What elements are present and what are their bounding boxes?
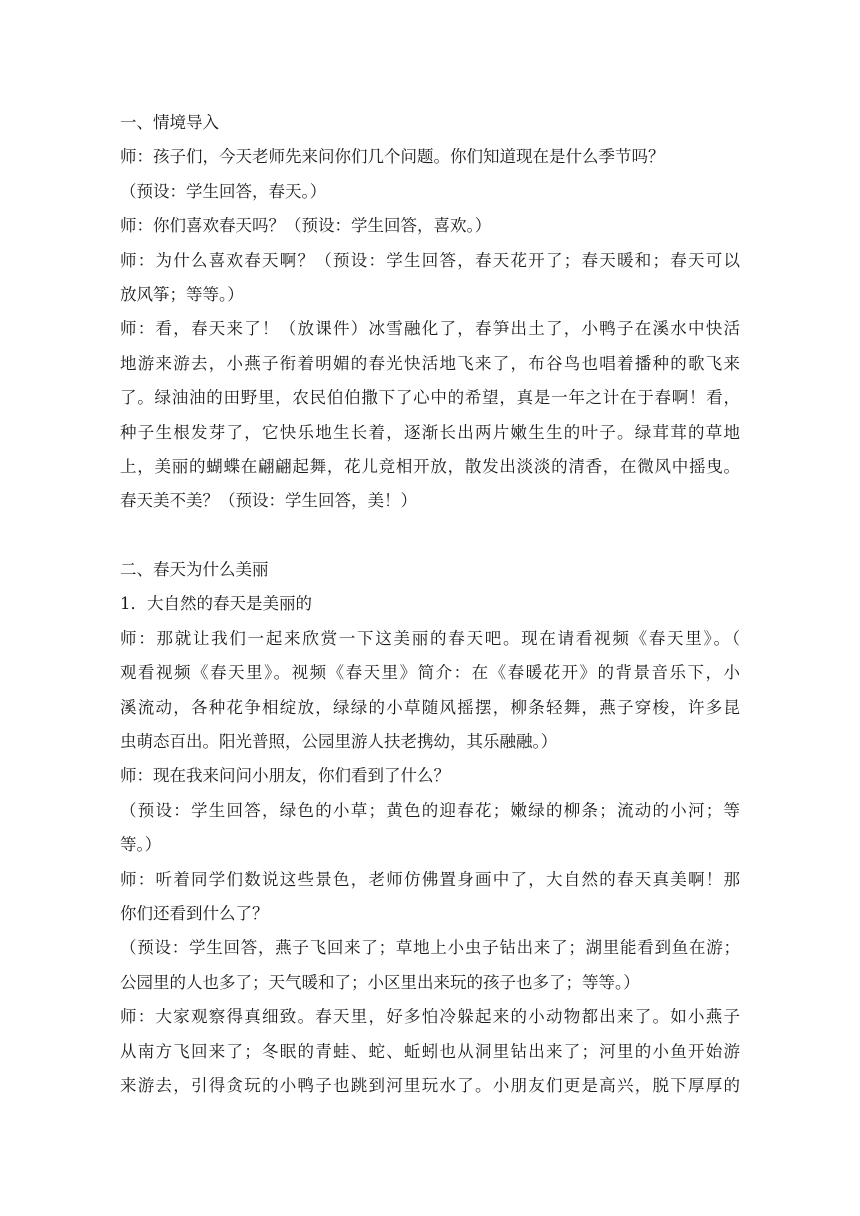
text-line: 你们还看到什么了？ — [120, 903, 269, 923]
text-line: 放风筝；等等。） — [120, 284, 244, 304]
text-line: 地游来游去，小燕子衔着明媚的春光快活地飞来了，布谷鸟也唱着播种的歌飞来 — [120, 353, 740, 373]
text-line: 从南方飞回来了；冬眠的青蛙、蛇、蚯蚓也从洞里钻出来了；河里的小鱼开始游 — [120, 1041, 740, 1061]
text-line: 来游去，引得贪玩的小鸭子也跳到河里玩水了。小朋友们更是高兴，脱下厚厚的 — [120, 1075, 740, 1095]
text-line: 师：听着同学们数说这些景色，老师仿佛置身画中了，大自然的春天真美啊！那 — [120, 869, 740, 889]
text-line: 师：看，春天来了！（放课件）冰雪融化了，春笋出土了，小鸭子在溪水中快活 — [120, 319, 740, 339]
blank-line — [120, 519, 740, 553]
text-line: 等。） — [120, 835, 162, 855]
section-heading-1: 一、情境导入 — [120, 113, 219, 132]
text-line: （预设：学生回答，绿色的小草；黄色的迎春花；嫩绿的柳条；流动的小河；等 — [120, 800, 740, 820]
text-line: 了。绿油油的田野里，农民伯伯撒下了心中的希望，真是一年之计在于春啊！看， — [120, 388, 740, 408]
text-line: 师：现在我来问问小朋友，你们看到了什么？ — [120, 766, 450, 786]
text-line: 春天美不美？（预设：学生回答，美！） — [120, 491, 417, 511]
text-line: （预设：学生回答，春天。） — [120, 181, 327, 201]
document-page — [120, 106, 740, 1103]
text-line: 师：大家观察得真细致。春天里，好多怕冷躲起来的小动物都出来了。如小燕子 — [120, 1007, 740, 1027]
text-line: 虫萌态百出。阳光普照，公园里游人扶老携幼，其乐融融。） — [120, 732, 558, 752]
text-line: （预设：学生回答，燕子飞回来了；草地上小虫子钻出来了；湖里能看到鱼在游； — [120, 938, 740, 958]
text-line: 上，美丽的蝴蝶在翩翩起舞，花儿竞相开放，散发出淡淡的清香，在微风中摇曳。 — [120, 456, 740, 476]
text-line: 种子生根发芽了，它快乐地生长着，逐渐长出两片嫩生生的叶子。绿茸茸的草地 — [120, 422, 740, 442]
text-line: 公园里的人也多了；天气暖和了；小区里出来玩的孩子也多了；等等。） — [120, 972, 640, 992]
section-heading-2: 二、春天为什么美丽 — [120, 560, 269, 580]
text-line: 师：为什么喜欢春天啊？（预设：学生回答，春天花开了；春天暖和；春天可以 — [120, 250, 740, 270]
text-line: 溪流动，各种花争相绽放，绿绿的小草随风摇摆，柳条轻舞，燕子穿梭，许多昆 — [120, 697, 740, 717]
subsection-heading: 1．大自然的春天是美丽的 — [120, 594, 312, 614]
text-line: 师：你们喜欢春天吗？（预设：学生回答，喜欢。） — [120, 216, 492, 236]
text-line: 观看视频《春天里》。视频《春天里》简介：在《春暖花开》的背景音乐下，小 — [120, 663, 740, 683]
text-line: 师：那就让我们一起来欣赏一下这美丽的春天吧。现在请看视频《春天里》。（ — [120, 628, 740, 648]
text-line: 师：孩子们，今天老师先来问你们几个问题。你们知道现在是什么季节吗？ — [120, 147, 665, 167]
